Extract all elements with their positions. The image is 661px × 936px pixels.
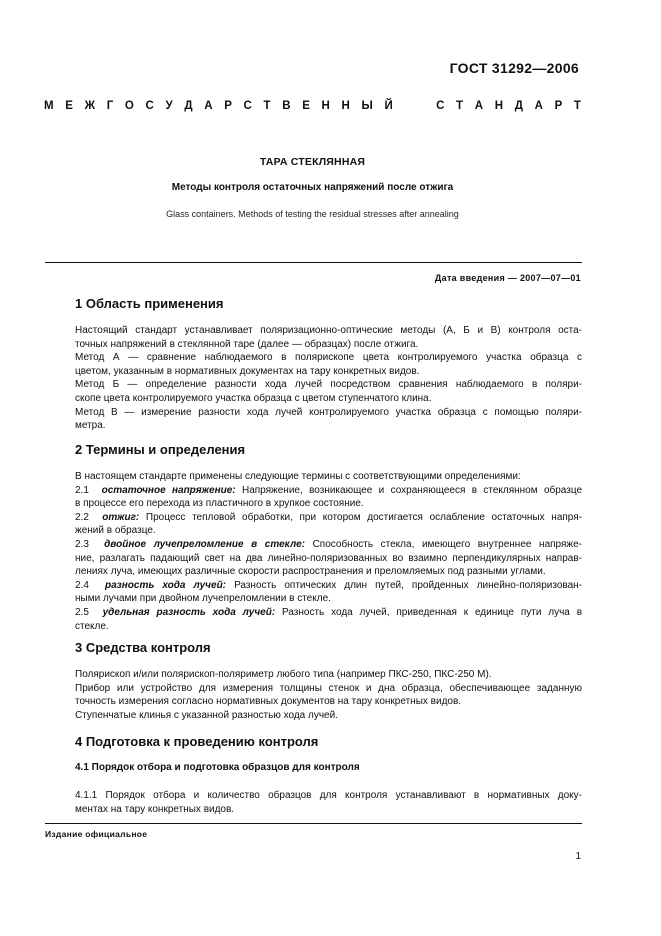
banner-letter: Д xyxy=(184,100,193,112)
section-2-intro: В настоящем стандарте применены следующие термины с соответствующими определениями: xyxy=(75,471,521,482)
document-number: ГОСТ 31292—2006 xyxy=(449,60,579,76)
banner-gap xyxy=(404,100,424,112)
banner-letter: Ж xyxy=(84,100,96,112)
banner-letter: В xyxy=(282,100,291,112)
section-2-body: В настоящем стандарте применены следующие термины с соответствующими определениями: 2.1 остаточное напряжение: Напряжение, возникающее и сохраняющееся в стеклянном образце в процессе его перехода из пластичного в хрупкое состояние. 2.2 отжиг: Процесс тепловой обработки, при котором достигается ослабление остаточных напря- жений в образце. 2.3 двойное лучепреломление в стекле: Способность стекла, имеющего внутреннее напряже- ние, разлагать падающий свет на два линейно-поляризованных во взаимно перпендикулярных направ- лениях луча, имеющих различные скорости распространения и преломляемых под разными углами. 2.4 разность хода лучей: Разность оптических длин путей, пройденных линейно-поляризован- ными лучами при двойном лучепреломлении в стекле. 2.5 удельная разность хода лучей: Разность хода лучей, приведенная к единице пути луча в стекле. xyxy=(75,471,583,632)
text-line: цветом, указанным в нормативных документах на тару конкретных видов. xyxy=(75,365,420,377)
banner-letter: Й xyxy=(384,100,393,112)
text-line: ментах на тару конкретных видов. xyxy=(75,803,235,815)
banner-letter: Ы xyxy=(361,100,373,112)
banner-letter: Т xyxy=(456,100,464,112)
banner-letter: Н xyxy=(341,100,350,112)
banner-letter: Д xyxy=(514,100,523,112)
banner-letter: Т xyxy=(263,100,271,112)
banner-letter: Е xyxy=(65,100,73,112)
banner-letter: Т xyxy=(573,100,581,112)
banner-letter: С xyxy=(243,100,252,112)
banner-letter: С xyxy=(145,100,154,112)
term-2-4: 2.4 разность хода лучей: Разность оптических длин путей, пройденных линейно-поляризован- xyxy=(75,579,583,591)
document-subtitle: Методы контроля остаточных напряжений после отжига xyxy=(171,182,454,193)
text-line: Полярископ и/или полярископ-поляриметр любого типа (например ПКС-250, ПКС-250 М). xyxy=(75,669,492,680)
text-line: Прибор или устройство для измерения толщины стенок и дна образца, обеспечивающее заданную xyxy=(75,682,582,694)
term-2-1: 2.1 остаточное напряжение: Напряжение, возникающее и сохраняющееся в стеклянном образце xyxy=(75,484,583,496)
text-line: точность измерения согласно нормативных документов на тару конкретных видов. xyxy=(75,696,462,708)
banner-letter: Н xyxy=(321,100,330,112)
term-2-3-label: двойное лучепреломление в стекле: xyxy=(104,538,305,550)
banner-letter: Р xyxy=(554,100,563,112)
introduction-date: Дата введения — 2007—07—01 xyxy=(434,273,581,283)
document-title: ТАРА СТЕКЛЯННАЯ xyxy=(259,156,366,168)
document-english-title: Glass containers. Methods of testing the residual stresses after annealing xyxy=(166,209,459,219)
banner-letter: М xyxy=(44,100,54,112)
term-2-2: 2.2 отжиг: Процесс тепловой обработки, при котором достигается ослабление остаточных напря- xyxy=(75,511,582,523)
section-1-heading: 1 Область применения xyxy=(75,296,224,311)
section-3-body xyxy=(75,668,582,722)
banner-letter: Р xyxy=(224,100,232,112)
section-1-body xyxy=(75,324,582,433)
text-line: Ступенчатые клинья с указанной разностью хода лучей. xyxy=(75,709,338,721)
text-line: Метод В — измерение разности хода лучей контролируемого участка образца с помощью поляри- xyxy=(75,406,582,418)
section-4-body xyxy=(75,789,582,816)
subsection-4-1-heading: 4.1 Порядок отбора и подготовка образцов для контроля xyxy=(75,762,360,773)
term-2-3: 2.3 двойное лучепреломление в стекле: Способность стекла, имеющего внутреннее напряже- xyxy=(75,538,583,550)
term-2-4-label: разность хода лучей: xyxy=(104,579,227,591)
section-2-heading: 2 Термины и определения xyxy=(75,442,246,457)
banner-letter: А xyxy=(534,100,543,112)
text-line: точных напряжений в стеклянной таре (далее — образцах) после отжига. xyxy=(75,338,419,350)
term-2-1-label: остаточное напряжение: xyxy=(101,484,236,496)
term-2-2-label: отжиг: xyxy=(102,511,140,523)
page-number: 1 xyxy=(575,851,581,862)
banner-letter: Г xyxy=(106,100,114,112)
text-line: Настоящий стандарт устанавливает поляризационно-оптические методы (А, Б и В) контроля оста- xyxy=(75,325,582,336)
banner-letter: А xyxy=(204,100,213,112)
banner-letter: А xyxy=(474,100,484,112)
footer-divider xyxy=(45,823,582,824)
text-line: Метод А — сравнение наблюдаемого в полярископе цвета контролируемого участка образца с xyxy=(75,352,582,364)
text-line: скопе цвета контролируемого участка образца с цветом ступенчатого клина. xyxy=(75,392,432,404)
banner-letter: Е xyxy=(302,100,310,112)
banner-letter: У xyxy=(165,100,173,112)
text-line: метра. xyxy=(75,420,106,432)
text-line: 4.1.1 Порядок отбора и количество образцов для контроля устанавливают в нормативных доку- xyxy=(75,790,582,801)
term-2-5-label: удельная разность хода лучей: xyxy=(102,606,276,618)
text-line: Метод Б — определение разности хода лучей посредством сравнения наблюдаемого в поляри- xyxy=(75,379,582,391)
term-2-5: 2.5 удельная разность хода лучей: Разность хода лучей, приведенная к единице пути луча в xyxy=(75,606,583,618)
interstate-standard-banner xyxy=(44,100,581,112)
official-edition-label: Издание официальное xyxy=(45,829,148,839)
banner-letter: Н xyxy=(494,100,504,112)
banner-letter: С xyxy=(436,100,445,112)
title-divider xyxy=(45,262,582,263)
banner-letter: О xyxy=(124,100,134,112)
section-3-heading: 3 Средства контроля xyxy=(75,640,211,655)
section-4-heading: 4 Подготовка к проведению контроля xyxy=(75,734,319,749)
